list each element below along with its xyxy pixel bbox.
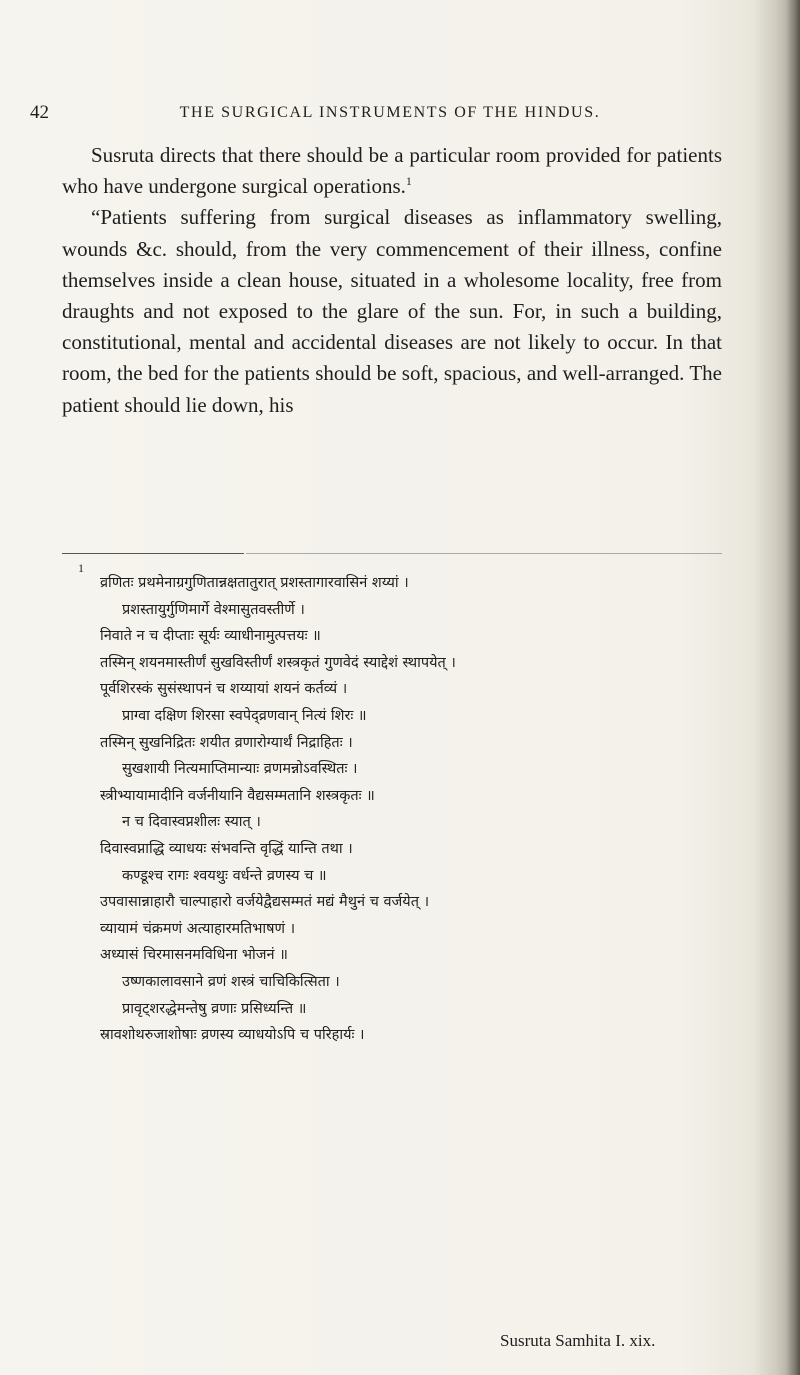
footnote-verse-line: स्रावशोथरुजाशोषाः व्रणस्य व्याधयोऽपि च परिहार्यः । <box>100 1027 365 1044</box>
footnote-verse-line: उपवासान्नाहारौ चाल्पाहारो वर्जयेद्वैद्यसम्मतं मद्यं मैथुनं च वर्जयेत् । <box>100 894 430 911</box>
footnote-verse-line: प्रशस्तायुर्गुणिमार्गे वेश्मासुतवस्तीर्णे । <box>122 601 305 618</box>
footnote-verse-line: प्रावृट्शरद्धेमन्तेषु व्रणाः प्रसिध्यन्ति ॥ <box>122 1000 307 1017</box>
main-text <box>62 140 722 421</box>
footnote-verse-line: सुखशायी नित्यमाप्तिमान्याः व्रणमन्नोऽवस्थितः । <box>122 761 358 778</box>
footnote: 1 व्रणितः प्रथमेनाग्रगुणितान्नक्षतातुरात् प्रशस्तागारवासिनं शय्यां । प्रशस्तायुर्गुणिमार्गे वेश्मासुतवस्तीर्णे । निवाते न च दीप्ताः सूर्यः व्याधीनामुत्पत्तयः ॥ तस्मिन् शयनमास्तीर्णं सुखविस्तीर्णं शस्त्रकृतं गुणवेदं स्याद्देशं स्थापयेत् । पूर्वशिरस्कं सुसंस्थापनं च शय्यायां शयनं कर्तव्यं । प्राग्वा दक्षिण शिरसा स्वपेद्व्रणवान् नित्यं शिरः ॥ तस्मिन् सुखनिद्रितः शयीत व्रणारोग्यार्थं निद्राहितः । सुखशायी नित्यमाप्तिमान्याः व्रणमन्नोऽवस्थितः । स्त्रीभ्यायामादीनि वर्जनीयानि वैद्यसम्मतानि शस्त्रकृतः ॥ न च दिवास्वप्नशीलः स्यात् । दिवास्वप्नाद्धि व्याधयः संभवन्ति वृद्धिं यान्ति तथा । कण्डूश्च रागः श्वयथुः वर्धन्ते व्रणस्य च ॥ उपवासान्नाहारौ चाल्पाहारो वर्जयेद्वैद्यसम्मतं मद्यं मैथुनं च वर्जयेत् । व्यायामं चंक्रमणं अत्याहारमतिभाषणं । अध्यासं चिरमासनमविधिना भोजनं ॥ उष्णकालावसाने व्रणं शस्त्रं चाचिकित्सिता । प्रावृट्शरद्धेमन्तेषु व्रणाः प्रसिध्यन्ति ॥ स्रावशोथरुजाशोषाः व्रणस्य व्याधयोऽपि च परिहार्यः । <box>78 570 678 1049</box>
footnote-verse-line: अध्यासं चिरमासनमविधिना भोजनं ॥ <box>100 947 288 964</box>
footnote-verse-line: कण्डूश्च रागः श्वयथुः वर्धन्ते व्रणस्य च ॥ <box>122 867 327 884</box>
paragraph-intro-text: Susruta directs that there should be a particular room provided for patients who have undergone surgical operations. <box>62 143 722 199</box>
footnote-verse-line: तस्मिन् सुखनिद्रितः शयीत व्रणारोग्यार्थं निद्राहितः । <box>100 734 353 751</box>
footnote-verse-line: पूर्वशिरस्कं सुसंस्थापनं च शय्यायां शयनं कर्तव्यं । <box>100 681 348 698</box>
footnote-separator <box>62 553 244 554</box>
footnote-verse-line: न च दिवास्वप्नशीलः स्यात् । <box>122 814 261 831</box>
footnote-source-citation: Susruta Samhita I. xix. <box>500 1331 656 1350</box>
footnote-verse-line: तस्मिन् शयनमास्तीर्णं सुखविस्तीर्णं शस्त्रकृतं गुणवेदं स्याद्देशं स्थापयेत् । <box>100 654 456 671</box>
footnote-verse-line: प्राग्वा दक्षिण शिरसा स्वपेद्व्रणवान् नित्यं शिरः ॥ <box>122 707 367 724</box>
footnote-verse-line: निवाते न च दीप्ताः सूर्यः व्याधीनामुत्पत्तयः ॥ <box>100 628 321 645</box>
footnote-verse-line: उष्णकालावसाने व्रणं शस्त्रं चाचिकित्सिता । <box>122 973 340 990</box>
footnote-verse-line: व्रणितः प्रथमेनाग्रगुणितान्नक्षतातुरात् प्रशस्तागारवासिनं शय्यां । <box>100 575 409 591</box>
page-number: 42 <box>30 102 49 123</box>
footnote-separator-faint <box>246 553 722 554</box>
footnote-sanskrit-verses <box>78 570 678 1049</box>
page-header <box>30 102 730 128</box>
footnote-verse-line: व्यायामं चंक्रमणं अत्याहारमतिभाषणं । <box>100 920 296 937</box>
footnote-verse-line: स्त्रीभ्यायामादीनि वर्जनीयानि वैद्यसम्मतानि शस्त्रकृतः ॥ <box>100 787 375 804</box>
footnote-reference[interactable]: 1 <box>405 174 412 189</box>
footnote-verse-line: दिवास्वप्नाद्धि व्याधयः संभवन्ति वृद्धिं यान्ति तथा । <box>100 840 353 857</box>
paragraph-quote: “Patients suffering from surgical diseases as inflammatory swelling, wounds &c. should, from the very commencement of their illness, confine themselves inside a clean house, situated in a wholesome locality, free from draughts and not exposed to the glare of the sun. For, in such a building, constitutional, mental and accidental diseases are not likely to occur. In that room, the bed for the patients should be soft, spacious, and well-arranged. The patient should lie down, his <box>62 205 722 417</box>
paragraph-intro <box>62 140 722 202</box>
page-edge-shadow <box>786 0 800 1375</box>
running-title: THE SURGICAL INSTRUMENTS OF THE HINDUS. <box>179 104 601 121</box>
